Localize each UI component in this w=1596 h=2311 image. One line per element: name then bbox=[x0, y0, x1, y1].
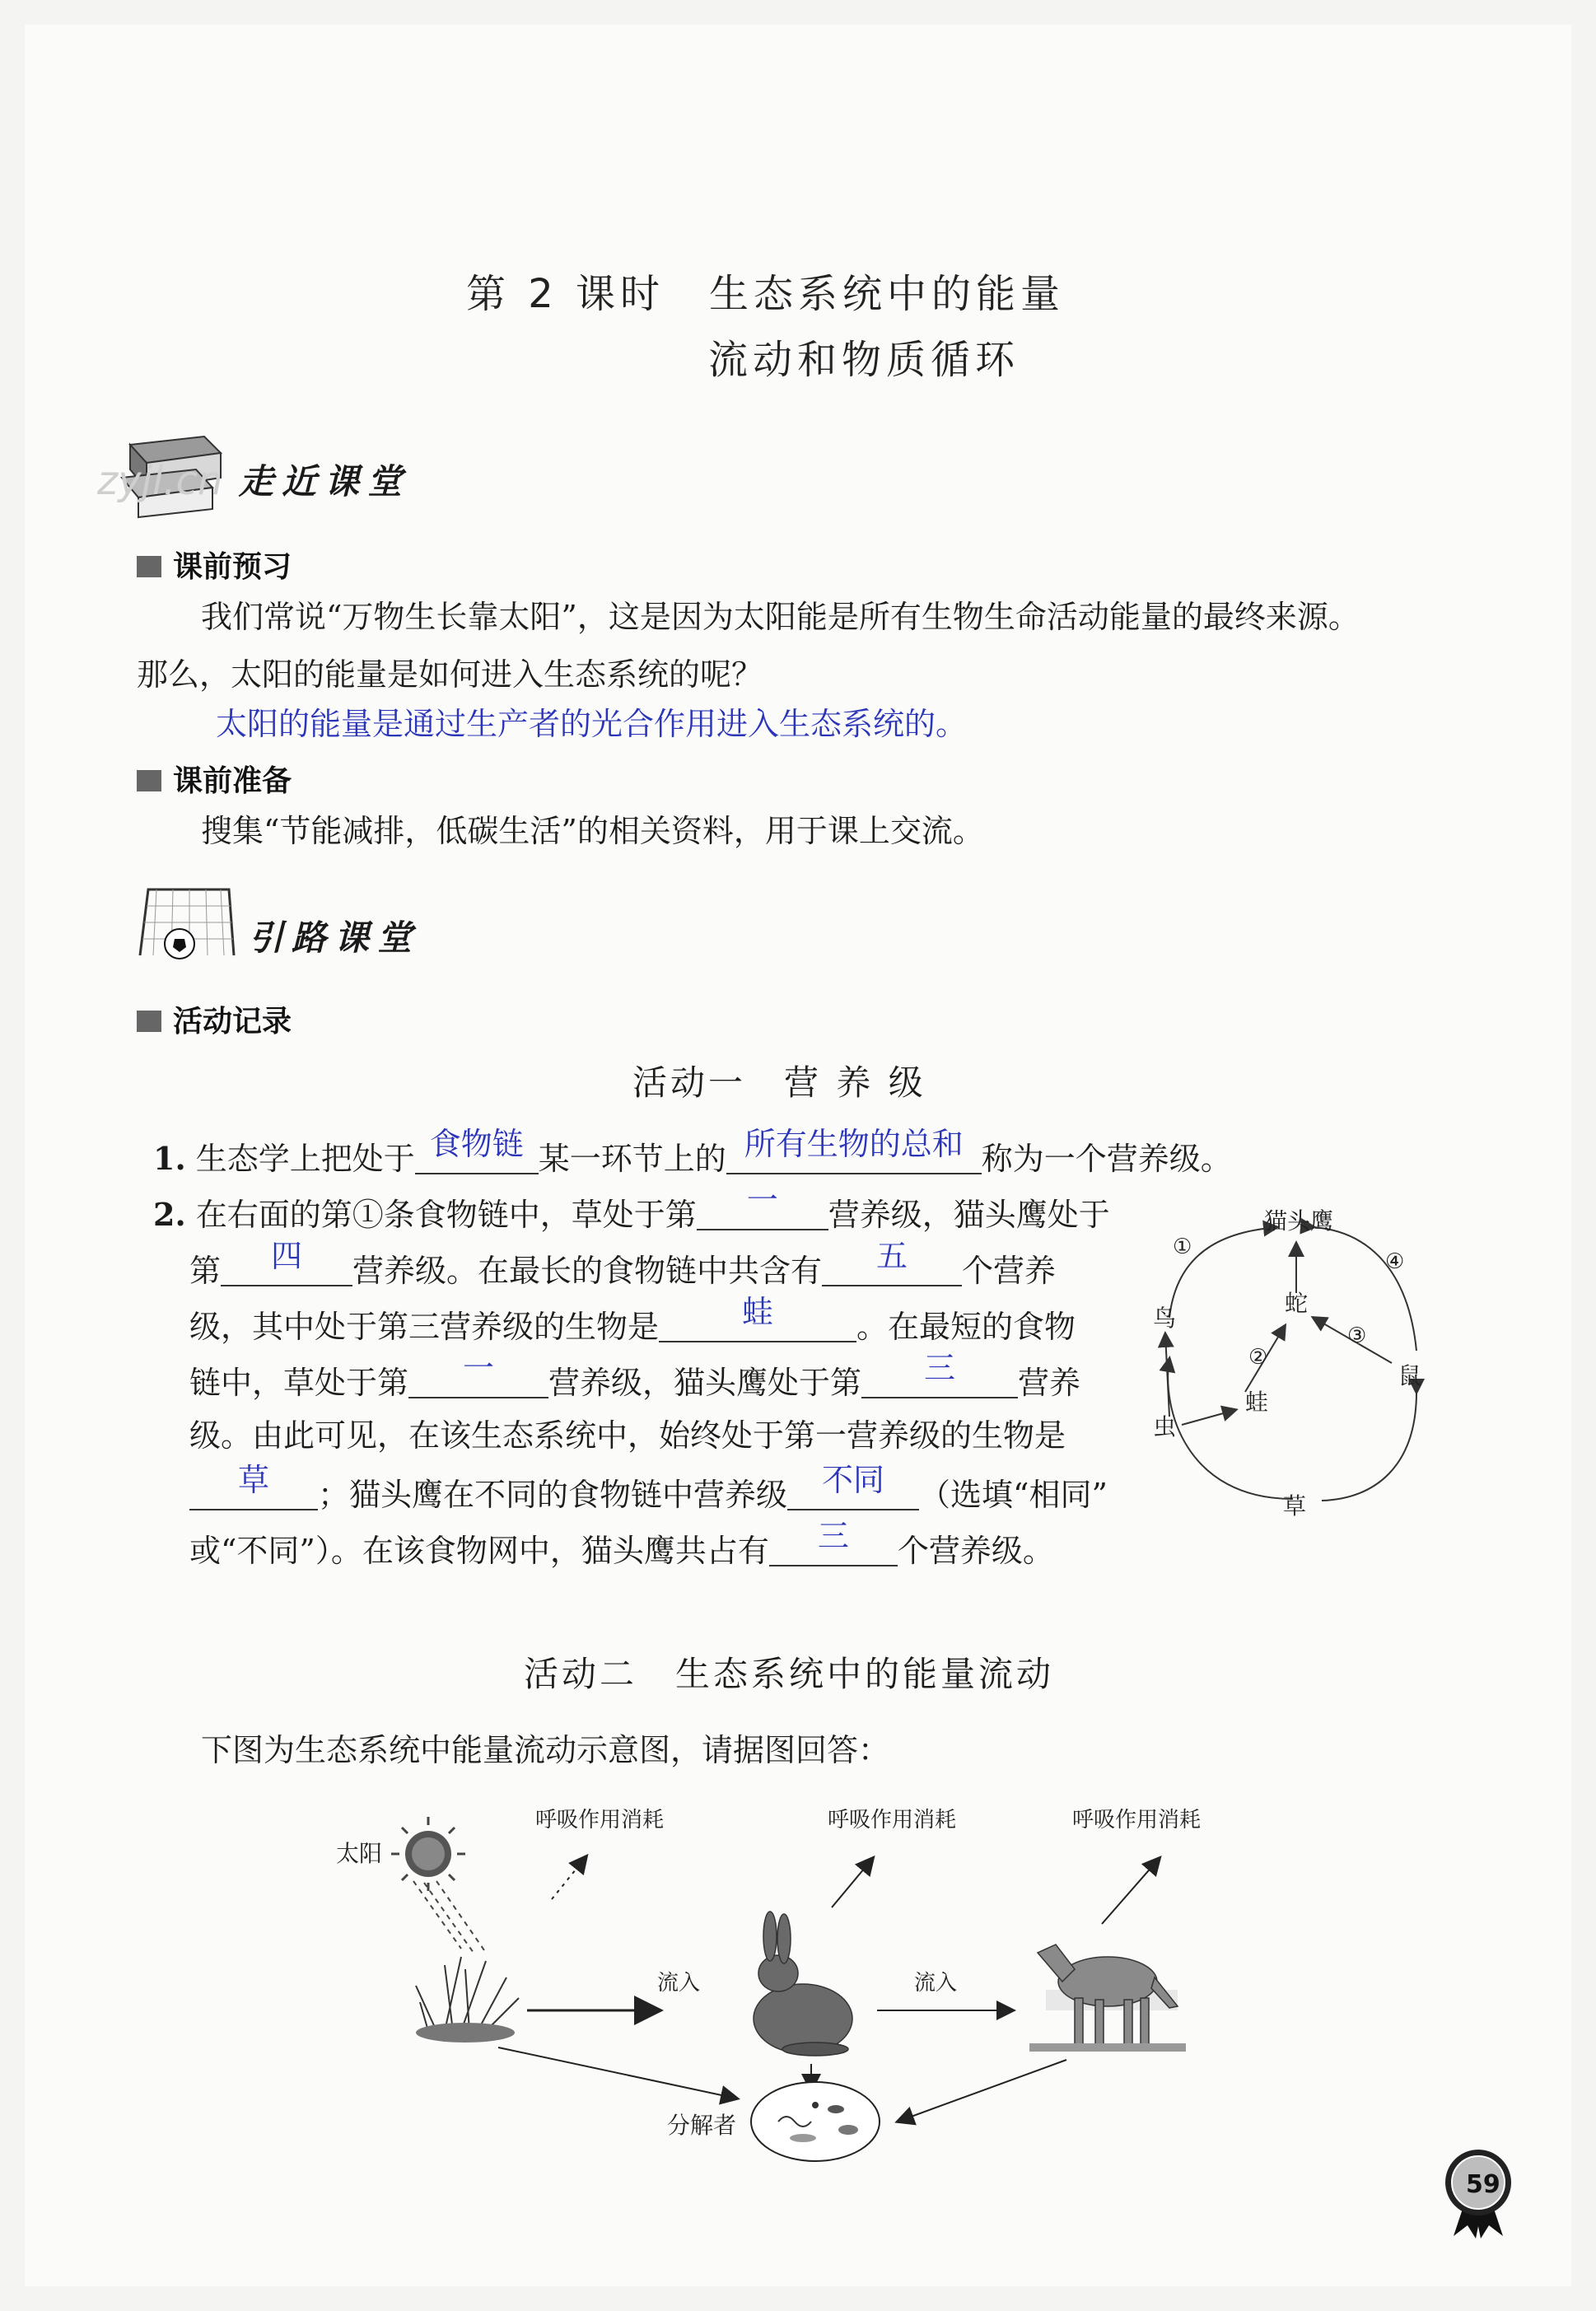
arrow-grass-to-mouse bbox=[1322, 1392, 1416, 1501]
lesson-title-line1: 第 2 课时 生态系统中的能量 bbox=[466, 271, 1066, 317]
food-web-diagram bbox=[1136, 1194, 1449, 1532]
label-owl: 猫头鹰 bbox=[1264, 1207, 1334, 1235]
book-icon bbox=[97, 428, 237, 519]
question-2-line2: 第 四 营养级。在最长的食物链中共含有 五 个营养 bbox=[189, 1238, 1057, 1289]
activity1-title: 活动一 营 养 级 bbox=[632, 1062, 926, 1103]
record-label: 活动记录 bbox=[137, 998, 292, 1040]
question-2-line1: 2. 在右面的第①条食物链中，草处于第 一 营养级，猫头鹰处于 bbox=[153, 1182, 1110, 1233]
question-2-line3: 级，其中处于第三营养级的生物是 蛙 。在最短的食物 bbox=[189, 1294, 1076, 1345]
sun-icon bbox=[391, 1817, 465, 1891]
label-chain-1: ① bbox=[1173, 1235, 1192, 1259]
preview-label: 课前预习 bbox=[137, 544, 292, 586]
lesson-title-line2: 流动和物质循环 bbox=[708, 337, 1020, 383]
wolf-icon bbox=[1029, 1945, 1186, 2052]
prepare-label: 课前准备 bbox=[137, 758, 292, 800]
square-bullet-icon bbox=[137, 770, 161, 791]
activity2-title: 活动二 生态系统中的能量流动 bbox=[524, 1654, 1055, 1694]
label-frog: 蛙 bbox=[1245, 1389, 1269, 1416]
question-2-line5: 级。由此可见，在该生态系统中，始终处于第一营养级的生物是 bbox=[189, 1417, 1066, 1454]
flow-label-2: 流入 bbox=[914, 1971, 958, 1996]
label-chain-3: ③ bbox=[1347, 1324, 1367, 1348]
preview-answer: 太阳的能量是通过生产者的光合作用进入生态系统的。 bbox=[216, 706, 968, 742]
rabbit-icon bbox=[754, 1912, 852, 2056]
activity2-intro: 下图为生态系统中能量流动示意图，请据图回答： bbox=[201, 1732, 890, 1768]
label-chain-4: ④ bbox=[1385, 1249, 1405, 1274]
arrow-insect-to-bird bbox=[1165, 1334, 1169, 1417]
question-2-line7: 或“不同”）。在该食物网中，猫头鹰共占有 三 个营养级。 bbox=[189, 1518, 1054, 1569]
label-chain-2: ② bbox=[1248, 1345, 1268, 1370]
label-bird: 鸟 bbox=[1153, 1305, 1177, 1332]
prepare-text: 搜集“节能减排，低碳生活”的相关资料，用于课上交流。 bbox=[201, 813, 984, 849]
sun-label: 太阳 bbox=[336, 1840, 383, 1867]
decomposer-label: 分解者 bbox=[667, 2112, 737, 2139]
respiration-label-2: 呼吸作用消耗 bbox=[828, 1808, 957, 1832]
flow-label-1: 流入 bbox=[657, 1971, 701, 1996]
square-bullet-icon bbox=[137, 1011, 161, 1032]
arrow-insect-to-frog bbox=[1182, 1410, 1235, 1425]
page-number-badge bbox=[1433, 2141, 1524, 2240]
section-heading-2: 引路课堂 bbox=[249, 917, 421, 958]
label-snake: 蛇 bbox=[1285, 1290, 1309, 1317]
question-1: 1. 生态学上把处于 食物链 某一环节上的 所有生物的总和 称为一个营养级。 bbox=[153, 1126, 1232, 1177]
decomposer-dish-icon bbox=[751, 2082, 880, 2161]
respiration-label-1: 呼吸作用消耗 bbox=[535, 1808, 665, 1832]
arrow-grass-to-insect bbox=[1168, 1359, 1293, 1499]
preview-paragraph-1: 我们常说“万物生长靠太阳”，这是因为太阳能是所有生物生命活动能量的最终来源。 bbox=[201, 599, 1360, 635]
page-number: 59 bbox=[1466, 2170, 1500, 2199]
question-2-line4: 链中，草处于第 一 营养级，猫头鹰处于第 三 营养 bbox=[189, 1350, 1081, 1401]
respiration-label-3: 呼吸作用消耗 bbox=[1072, 1808, 1202, 1832]
label-mouse: 鼠 bbox=[1398, 1362, 1422, 1389]
label-insect: 虫 bbox=[1153, 1413, 1177, 1440]
section-heading-1: 走近课堂 bbox=[239, 461, 411, 502]
watermark-text: zyjl.cn bbox=[97, 458, 223, 504]
grass-icon bbox=[416, 1957, 519, 2043]
energy-flow-diagram bbox=[321, 1792, 1252, 2163]
question-2-line6: 草 ；猫头鹰在不同的食物链中营养级 不同 （选填“相同” bbox=[189, 1476, 1108, 1510]
soccer-goal-icon bbox=[132, 881, 239, 964]
preview-paragraph-2: 那么，太阳的能量是如何进入生态系统的呢？ bbox=[137, 656, 763, 693]
answer-food-chain: 食物链 bbox=[429, 1126, 524, 1162]
square-bullet-icon bbox=[137, 556, 161, 577]
label-grass: 草 bbox=[1283, 1492, 1307, 1520]
answer-all-organisms: 所有生物的总和 bbox=[744, 1126, 964, 1162]
